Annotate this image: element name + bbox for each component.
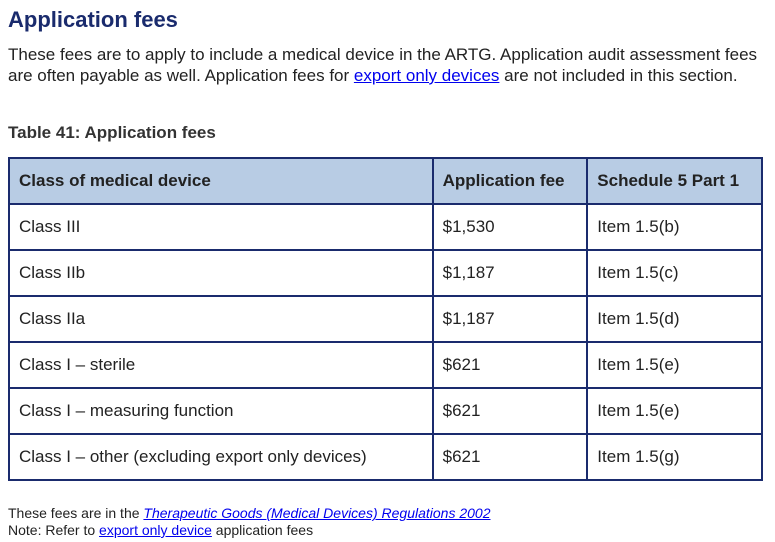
- notes-line2-text: Note: Refer to: [8, 522, 100, 538]
- export-only-device-link[interactable]: export only device: [99, 522, 212, 538]
- cell-class: Class I – measuring function: [9, 388, 433, 434]
- header-schedule: Schedule 5 Part 1: [587, 158, 762, 204]
- table-row: [9, 342, 762, 388]
- notes-line-regulations: [8, 505, 491, 522]
- cell-fee: $621: [433, 388, 588, 434]
- page-title: Application fees: [8, 7, 178, 32]
- cell-fee: $621: [433, 342, 588, 388]
- intro-paragraph: [8, 44, 758, 86]
- intro-text-before: These fees are to apply to include a medical device in the ARTG. Application audit assessment fees are often payable as well. Application fees for: [8, 45, 758, 85]
- cell-schedule: Item 1.5(c): [587, 250, 762, 296]
- cell-schedule: Item 1.5(d): [587, 296, 762, 342]
- cell-class: Class I – other (excluding export only devices): [9, 434, 433, 480]
- cell-schedule: Item 1.5(b): [587, 204, 762, 250]
- table-caption: Table 41: Application fees: [8, 123, 216, 142]
- header-class: Class of medical device: [9, 158, 433, 204]
- cell-class: Class I – sterile: [9, 342, 433, 388]
- cell-fee: $621: [433, 434, 588, 480]
- cell-fee: $1,187: [433, 296, 588, 342]
- cell-class: Class IIb: [9, 250, 433, 296]
- notes-line-export: [8, 522, 491, 539]
- notes-line2-after: application fees: [211, 522, 314, 538]
- regulations-link[interactable]: Therapeutic Goods (Medical Devices) Regulations 2002: [143, 505, 491, 521]
- table-notes: [8, 505, 491, 539]
- table-row: [9, 388, 762, 434]
- cell-schedule: Item 1.5(e): [587, 342, 762, 388]
- cell-schedule: Item 1.5(e): [587, 388, 762, 434]
- intro-text-after: are not included in this section.: [499, 66, 738, 85]
- cell-schedule: Item 1.5(g): [587, 434, 762, 480]
- header-fee: Application fee: [433, 158, 588, 204]
- table-row: [9, 250, 762, 296]
- table-row: [9, 434, 762, 480]
- cell-fee: $1,530: [433, 204, 588, 250]
- cell-class: Class III: [9, 204, 433, 250]
- table-row: [9, 204, 762, 250]
- table-header-row: [9, 158, 762, 204]
- cell-fee: $1,187: [433, 250, 588, 296]
- export-only-devices-link[interactable]: export only devices: [353, 66, 500, 85]
- cell-class: Class IIa: [9, 296, 433, 342]
- application-fees-table: [8, 157, 763, 481]
- table-row: [9, 296, 762, 342]
- notes-line1-text: These fees are in the: [8, 505, 144, 521]
